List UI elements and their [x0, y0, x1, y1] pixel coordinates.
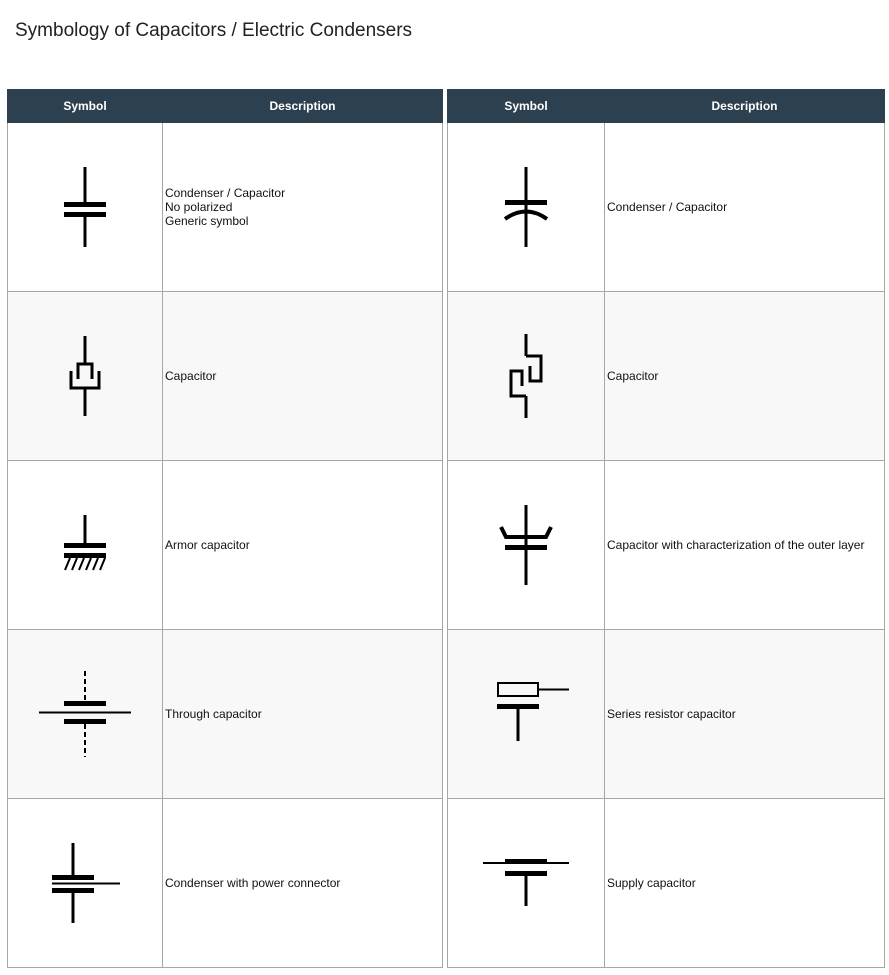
capacitor-nonpolarized-icon: [45, 162, 125, 252]
header-row: [8, 90, 443, 123]
symbol-cell: [448, 123, 605, 292]
table-row: [8, 630, 443, 799]
description-line: Capacitor: [165, 369, 217, 383]
description-line: Condenser with power connector: [165, 876, 341, 890]
table-row: [8, 292, 443, 461]
description-line: Armor capacitor: [165, 538, 250, 552]
symbol-cell: [8, 630, 163, 799]
symbol-column-header: Symbol: [448, 90, 605, 123]
power-connector-capacitor-icon: [35, 838, 135, 928]
symbol-cell: [448, 292, 605, 461]
table-row: [448, 123, 885, 292]
symbol-cell: [448, 799, 605, 968]
description-line: Generic symbol: [165, 214, 249, 228]
capacitor-interlocked-icon: [45, 331, 125, 421]
outer-layer-capacitor-icon: [486, 500, 566, 590]
symbols-table-right: [447, 89, 885, 968]
description-cell: [605, 123, 885, 292]
symbol-cell: [8, 799, 163, 968]
table-row: [448, 630, 885, 799]
description-cell: [605, 292, 885, 461]
symbol-column-header: Symbol: [8, 90, 163, 123]
description-line: Capacitor with characterization of the outer layer: [607, 538, 865, 552]
description-column-header: Description: [605, 90, 885, 123]
table-row: [8, 123, 443, 292]
table-row: [8, 461, 443, 630]
symbol-cell: [8, 123, 163, 292]
table-row: [448, 799, 885, 968]
table-row: [448, 461, 885, 630]
table-row: [8, 799, 443, 968]
description-cell: [163, 461, 443, 630]
through-capacitor-icon: [35, 669, 135, 759]
description-line: Supply capacitor: [607, 876, 696, 890]
description-line: Series resistor capacitor: [607, 707, 736, 721]
armor-capacitor-icon: [45, 500, 125, 590]
header-row: [448, 90, 885, 123]
capacitor-hooked-icon: [486, 331, 566, 421]
symbol-cell: [448, 630, 605, 799]
description-cell: [163, 292, 443, 461]
series-resistor-capacitor-icon: [476, 669, 576, 759]
description-cell: [605, 630, 885, 799]
description-cell: [163, 123, 443, 292]
description-cell: [605, 799, 885, 968]
symbol-cell: [448, 461, 605, 630]
description-cell: [163, 630, 443, 799]
capacitor-curved-plate-icon: [486, 162, 566, 252]
symbol-cell: [8, 292, 163, 461]
description-line: Through capacitor: [165, 707, 262, 721]
symbols-table-left: [7, 89, 443, 968]
description-column-header: Description: [163, 90, 443, 123]
description-line: Condenser / Capacitor: [165, 186, 286, 200]
table-row: [448, 292, 885, 461]
description-line: No polarized: [165, 200, 233, 214]
page-title: Symbology of Capacitors / Electric Condensers: [15, 20, 413, 41]
supply-capacitor-icon: [476, 838, 576, 928]
symbol-cell: [8, 461, 163, 630]
description-line: Condenser / Capacitor: [607, 200, 728, 214]
description-cell: [163, 799, 443, 968]
description-line: Capacitor: [607, 369, 659, 383]
description-cell: [605, 461, 885, 630]
